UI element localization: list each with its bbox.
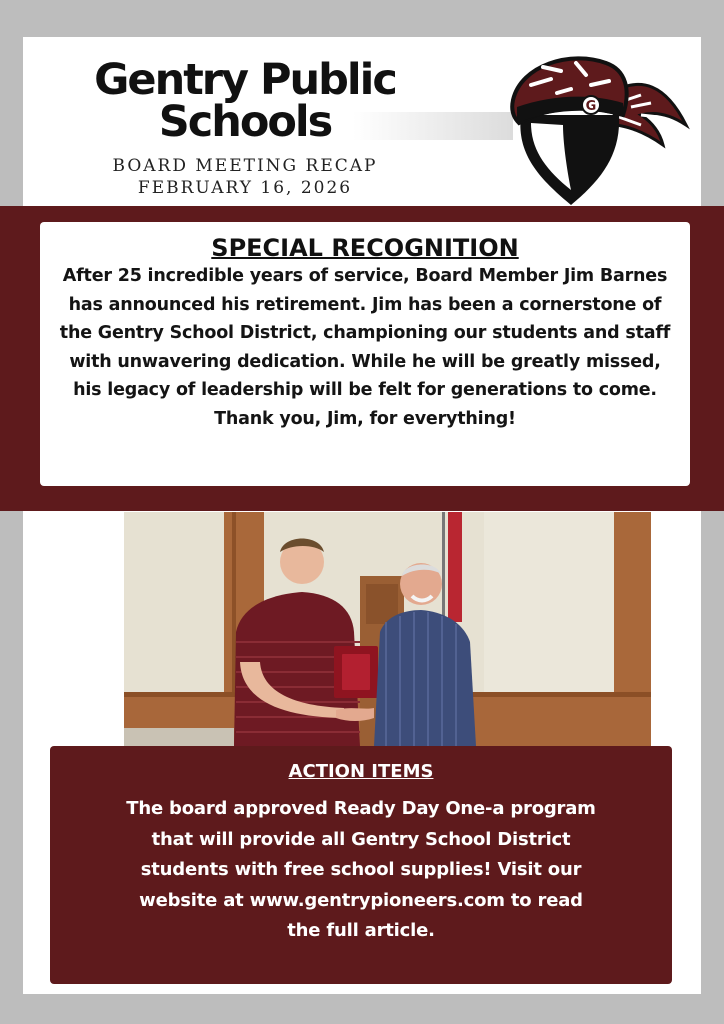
action-items-card [50, 746, 672, 984]
special-recognition-heading: SPECIAL RECOGNITION [211, 234, 519, 262]
title-line-2: Schools [158, 97, 332, 147]
header [23, 37, 701, 207]
special-recognition-card [40, 222, 690, 486]
page-title [85, 55, 405, 147]
subtitle-line-1: BOARD MEETING RECAP [112, 156, 378, 176]
retirement-photo [124, 512, 651, 746]
title-line-1: Gentry Public [94, 55, 396, 105]
meeting-date: FEBRUARY 16, 2026 [137, 178, 353, 198]
action-items-heading: ACTION ITEMS [288, 761, 434, 782]
pioneer-mascot-logo [491, 45, 691, 205]
photo-illustration [124, 512, 651, 746]
meeting-subtitle [85, 155, 405, 199]
special-recognition-text: After 25 incredible years of service, Board Member Jim Barnes has announced his retirement. Jim has been a cornerstone of the Gentry School District, championing our students and staff with unwavering dedication. While he will be greatly missed, his legacy of leadership will be felt for generations to come. Thank you, Jim, for everything! [59, 266, 671, 429]
logo-letter: G [585, 99, 597, 114]
action-items-text: The board approved Ready Day One-a program that will provide all Gentry School District students with free school supplies! Visit our website at www.gentrypioneers.com to read the full article. [126, 798, 596, 941]
